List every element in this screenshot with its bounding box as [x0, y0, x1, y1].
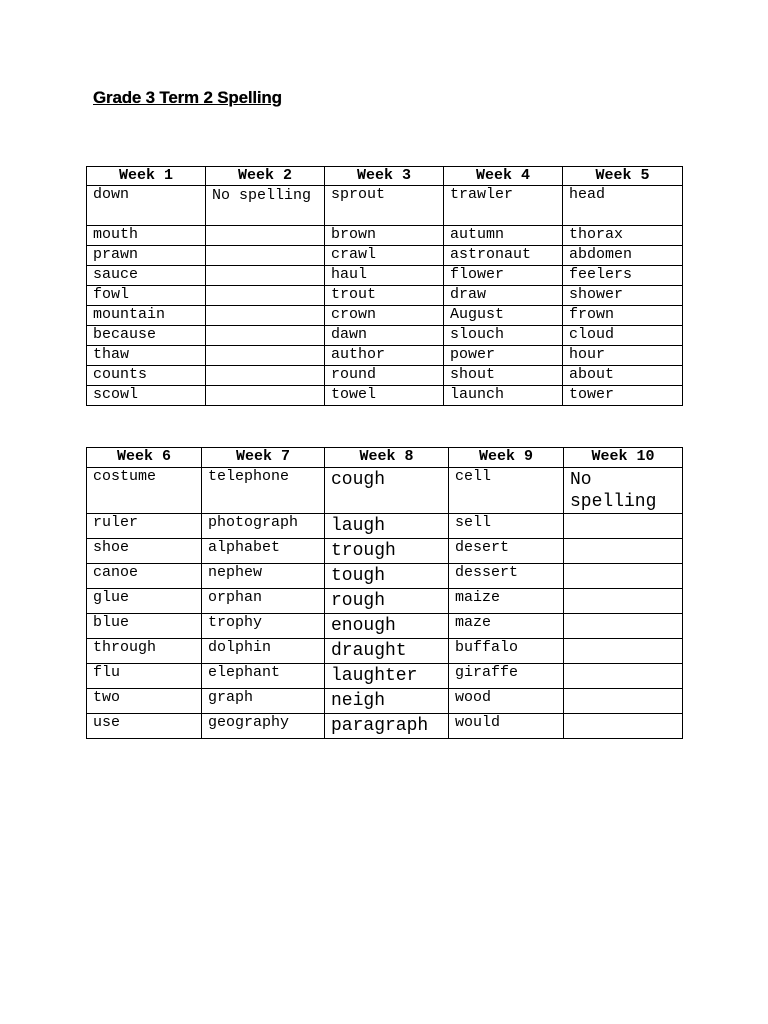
table-row [87, 386, 683, 406]
table-cell: paragraph [325, 714, 449, 739]
table-cell: down [87, 186, 206, 226]
table-cell [206, 366, 325, 386]
table-row [87, 639, 683, 664]
table-cell: author [325, 346, 444, 366]
table-cell: laughter [325, 664, 449, 689]
table-cell: astronaut [444, 246, 563, 266]
table-cell: giraffe [449, 664, 564, 689]
table-cell: head [563, 186, 683, 226]
table-cell: geography [202, 714, 325, 739]
table-cell: buffalo [449, 639, 564, 664]
table-cell: No spelling [564, 468, 683, 514]
table-cell: orphan [202, 589, 325, 614]
table-cell: telephone [202, 468, 325, 514]
table-cell: slouch [444, 326, 563, 346]
table-cell [564, 539, 683, 564]
table-cell: dawn [325, 326, 444, 346]
table-cell: towel [325, 386, 444, 406]
table-row [87, 286, 683, 306]
table-cell: shoe [87, 539, 202, 564]
table-cell [564, 614, 683, 639]
table-cell: elephant [202, 664, 325, 689]
table-row [87, 346, 683, 366]
column-header: Week 10 [564, 448, 683, 468]
column-header: Week 1 [87, 167, 206, 186]
table-cell [206, 286, 325, 306]
table-cell: trout [325, 286, 444, 306]
table-cell [206, 266, 325, 286]
table-cell [564, 689, 683, 714]
table-cell: thaw [87, 346, 206, 366]
column-header: Week 3 [325, 167, 444, 186]
table-cell: cell [449, 468, 564, 514]
table-cell: sprout [325, 186, 444, 226]
table-cell: dessert [449, 564, 564, 589]
table-cell: wood [449, 689, 564, 714]
table-cell: mouth [87, 226, 206, 246]
table-cell: feelers [563, 266, 683, 286]
table-row [87, 306, 683, 326]
table-row [87, 564, 683, 589]
column-header: Week 5 [563, 167, 683, 186]
table-cell: glue [87, 589, 202, 614]
table-cell [206, 246, 325, 266]
table-cell: haul [325, 266, 444, 286]
table-cell: tough [325, 564, 449, 589]
table-cell [206, 226, 325, 246]
table-cell: frown [563, 306, 683, 326]
table-cell: fowl [87, 286, 206, 306]
table-cell: rough [325, 589, 449, 614]
table-cell: draw [444, 286, 563, 306]
table-cell [206, 346, 325, 366]
table-cell: launch [444, 386, 563, 406]
table-cell: hour [563, 346, 683, 366]
table-cell: graph [202, 689, 325, 714]
table-cell: draught [325, 639, 449, 664]
table-cell [206, 306, 325, 326]
table-cell: because [87, 326, 206, 346]
table-row [87, 589, 683, 614]
table-cell: abdomen [563, 246, 683, 266]
table-cell: dolphin [202, 639, 325, 664]
table-header-row [87, 448, 683, 468]
table-cell: flu [87, 664, 202, 689]
table-cell: trophy [202, 614, 325, 639]
table-cell: enough [325, 614, 449, 639]
table-cell: photograph [202, 514, 325, 539]
table-cell: ruler [87, 514, 202, 539]
table-cell: about [563, 366, 683, 386]
table-cell [564, 514, 683, 539]
table-cell: cloud [563, 326, 683, 346]
table-cell: costume [87, 468, 202, 514]
column-header: Week 7 [202, 448, 325, 468]
column-header: Week 6 [87, 448, 202, 468]
table-cell: counts [87, 366, 206, 386]
table-row [87, 514, 683, 539]
column-header: Week 9 [449, 448, 564, 468]
table-cell [206, 326, 325, 346]
table-row [87, 246, 683, 266]
table-cell: autumn [444, 226, 563, 246]
table-cell [564, 589, 683, 614]
table-cell: thorax [563, 226, 683, 246]
table-cell: round [325, 366, 444, 386]
spelling-table-weeks-1-5 [86, 166, 683, 406]
table-row [87, 539, 683, 564]
table-cell [564, 664, 683, 689]
table-cell: through [87, 639, 202, 664]
table-cell: neigh [325, 689, 449, 714]
table-row [87, 226, 683, 246]
table-row [87, 689, 683, 714]
table-row [87, 186, 683, 226]
table-cell: No spelling [206, 186, 325, 226]
table-cell: would [449, 714, 564, 739]
page-title: Grade 3 Term 2 Spelling [93, 88, 282, 107]
table-cell: August [444, 306, 563, 326]
table-cell: flower [444, 266, 563, 286]
table-cell: two [87, 689, 202, 714]
table-row [87, 664, 683, 689]
table-cell: maize [449, 589, 564, 614]
table-cell: prawn [87, 246, 206, 266]
table-row [87, 266, 683, 286]
table-cell: brown [325, 226, 444, 246]
table-cell: tower [563, 386, 683, 406]
table-cell: sell [449, 514, 564, 539]
column-header: Week 2 [206, 167, 325, 186]
table-row [87, 468, 683, 514]
table-cell: use [87, 714, 202, 739]
table-cell: power [444, 346, 563, 366]
table-row [87, 366, 683, 386]
table-cell: alphabet [202, 539, 325, 564]
table-cell: desert [449, 539, 564, 564]
table-row [87, 614, 683, 639]
table-cell [564, 714, 683, 739]
table-cell: canoe [87, 564, 202, 589]
table-cell: crawl [325, 246, 444, 266]
table-cell: trough [325, 539, 449, 564]
column-header: Week 4 [444, 167, 563, 186]
table-cell: mountain [87, 306, 206, 326]
table-cell [206, 386, 325, 406]
table-cell: blue [87, 614, 202, 639]
column-header: Week 8 [325, 448, 449, 468]
table-cell [564, 639, 683, 664]
table-cell: laugh [325, 514, 449, 539]
table-cell: maze [449, 614, 564, 639]
table-cell: trawler [444, 186, 563, 226]
table-cell: nephew [202, 564, 325, 589]
table-cell: shower [563, 286, 683, 306]
table-cell: scowl [87, 386, 206, 406]
table-cell: sauce [87, 266, 206, 286]
table-cell [564, 564, 683, 589]
table-row [87, 714, 683, 739]
table-header-row [87, 167, 683, 186]
table-cell: shout [444, 366, 563, 386]
table-cell: cough [325, 468, 449, 514]
table-row [87, 326, 683, 346]
table-cell: crown [325, 306, 444, 326]
spelling-table-weeks-6-10 [86, 447, 683, 739]
